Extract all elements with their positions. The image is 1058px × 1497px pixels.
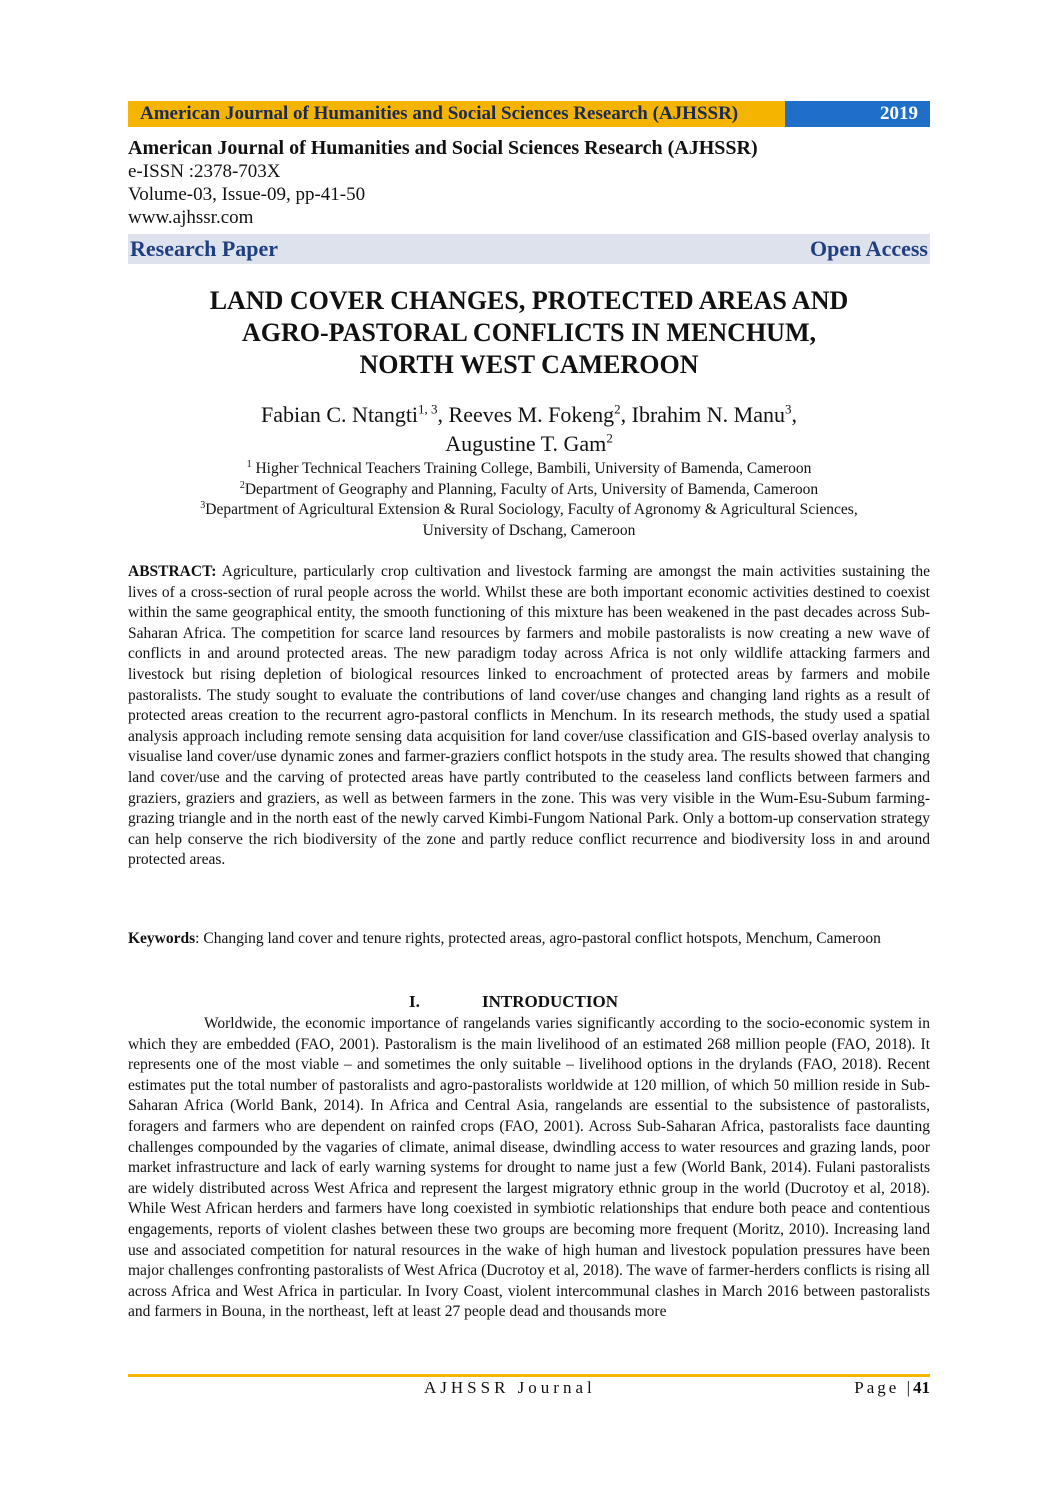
affiliation: $^3$Department of Agricultural Extension & Rural Sociology, Faculty of Agronomy & Agricultural Sciences, — [200, 499, 858, 518]
affiliation-list — [128, 459, 930, 541]
title-line: NORTH WEST CAMEROON — [359, 350, 699, 379]
footer-page — [854, 1378, 930, 1398]
title-line: LAND COVER CHANGES, PROTECTED AREAS AND — [209, 286, 849, 315]
author-affiliation-mark: 3 — [785, 401, 792, 417]
journal-name: American Journal of Humanities and Social Sciences Research (AJHSSR) — [128, 137, 758, 159]
keywords-text: : Changing land cover and tenure rights, protected areas, agro-pastoral conflict hotspots, Menchum, Cameroon — [195, 930, 881, 947]
footer-journal: AJHSSR Journal — [424, 1378, 596, 1397]
footer-rule — [128, 1374, 930, 1377]
author-name: Fabian C. Ntangti — [261, 402, 419, 427]
affiliation: University of Dschang, Cameroon — [422, 521, 636, 539]
journal-website[interactable]: www.ajhssr.com — [128, 207, 254, 228]
affiliation-mark: 2 — [239, 479, 245, 491]
author-affiliation-mark: 1, 3 — [418, 401, 438, 417]
author-affiliation-mark: 2 — [614, 401, 621, 417]
keywords-label: Keywords — [128, 930, 196, 947]
affiliation-mark: 3 — [200, 499, 206, 511]
running-header-journal: American Journal of Humanities and Social Sciences Research (AJHSSR) — [128, 101, 785, 127]
open-access-label: Open Access — [810, 236, 928, 261]
journal-info — [128, 137, 930, 229]
section-number: I. — [409, 992, 420, 1011]
footer-page-number: 41 — [913, 1378, 930, 1397]
section-heading — [128, 992, 930, 1014]
author-list: Fabian C. Ntangti$^{1, 3}$, Reeves M. Fokeng$^2$, Ibrahim N. Manu$^3$, Augustine T. Gam$^2$ — [261, 401, 797, 456]
author-name: Reeves M. Fokeng — [448, 402, 615, 427]
abstract — [128, 562, 930, 871]
introduction-paragraph: Worldwide, the economic importance of rangelands varies significantly according to the socio-economic system in which they are embedded (FAO, 2001). Pastoralism is the main livelihood of an estimated 268 million people (FAO, 2018). It represents one of the most viable – and sometimes the only suitable – livelihood options in the drylands (FAO, 2018). Recent estimates put the total number of pastoralists and agro-pastoralists worldwide at 120 million, of which 50 million reside in Sub-Saharan Africa (World Bank, 2014). In Africa and Central Asia, rangelands are essential to the subsistence of pastoralists, foragers and farmers who are dependent on rainfed crops (FAO, 2001). Across Sub-Saharan Africa, pastoralists face daunting challenges compounded by the vagaries of climate, animal disease, dwindling access to water resources and grazing lands, poor market infrastructure and lack of early warning systems for drought to name just a few (World Bank, 2014). Fulani pastoralists are widely distributed across West Africa and represent the largest migratory ethnic group in the world (Ducrotoy et al, 2018). While West African herders and farmers have long coexisted in symbiotic relationships that endure both peace and contentious engagements, reports of violent clashes between these two groups are becoming more frequent (Moritz, 2010). Increasing land use and associated competition for natural resources in the wake of high human and livestock population pressures have been major challenges confronting pastoralists of West Africa (Ducrotoy et al, 2018). The wave of farmer-herders conflicts is rising all across Africa and West Africa in particular. In Ivory Coast, violent intercommunal clashes in March 2016 between pastoralists and farmers in Bouna, in the northeast, left at least 27 people dead and thousands more — [128, 1015, 930, 1321]
journal-issn: e-ISSN :2378-703X — [128, 161, 281, 182]
abstract-label: ABSTRACT: — [128, 563, 217, 580]
paper-type-label: Research Paper — [130, 236, 279, 261]
title-line: AGRO-PASTORAL CONFLICTS IN MENCHUM, — [242, 318, 816, 347]
running-header-year: 2019 — [785, 101, 930, 127]
affiliation-mark: 1 — [246, 458, 252, 470]
author-name: Augustine T. Gam — [445, 431, 607, 456]
section-title: INTRODUCTION — [482, 992, 619, 1011]
keywords — [128, 929, 930, 950]
running-header — [128, 101, 930, 127]
abstract-text: Agriculture, particularly crop cultivation and livestock farming are amongst the main activities sustaining the lives of a cross-section of rural people across the world. Whilst these are both important economic activities destined to coexist within the same geographical entity, the smooth functioning of this mixture has been weakened in the past decades across Sub-Saharan Africa. The competition for scarce land resources by farmers and mobile pastoralists is now creating a new wave of conflicts in and around protected areas. The new paradigm today across Africa is not only wildlife attacking farmers and livestock but rising depletion of biological resources linked to encroachment of protected areas by farmers and mobile pastoralists. The study sought to evaluate the contributions of land cover/use changes and changing land rights as a result of protected areas creation to the recurrent agro-pastoral conflicts in Menchum. In its research methods, the study used a spatial analysis approach including remote sensing data acquisition for land cover/use classification and GIS-based overlay analysis to visualise land cover/use dynamic zones and farmer-graziers conflict hotspots in the study area. The results showed that changing land cover/use and the carving of protected areas have partly contributed to the ceaseless land conflicts between farmers and graziers, graziers and graziers, as well as between farmers in the zone. This was very visible in the Wum-Esu-Subum farming-grazing triangle and in the north east of the newly carved Kimbi-Fungom National Park. Only a bottom-up conservation strategy can help conserve the rich biodiversity of the zone and partly reduce conflict recurrence and biodiversity loss in and around protected areas. — [128, 563, 930, 869]
author-name: Ibrahim N. Manu — [631, 402, 785, 427]
paper-type-bar — [128, 234, 930, 264]
author-affiliation-mark: 2 — [606, 430, 613, 446]
footer-page-label: Page | — [854, 1378, 913, 1397]
affiliation: $^2$Department of Geography and Planning, Faculty of Arts, University of Bamenda, Cameroon — [239, 479, 819, 498]
journal-volume: Volume-03, Issue-09, pp-41-50 — [128, 184, 366, 205]
paper-title — [128, 285, 930, 381]
affiliation: $^1$ Higher Technical Teachers Training College, Bambili, University of Bamenda, Cameroon — [246, 458, 812, 477]
